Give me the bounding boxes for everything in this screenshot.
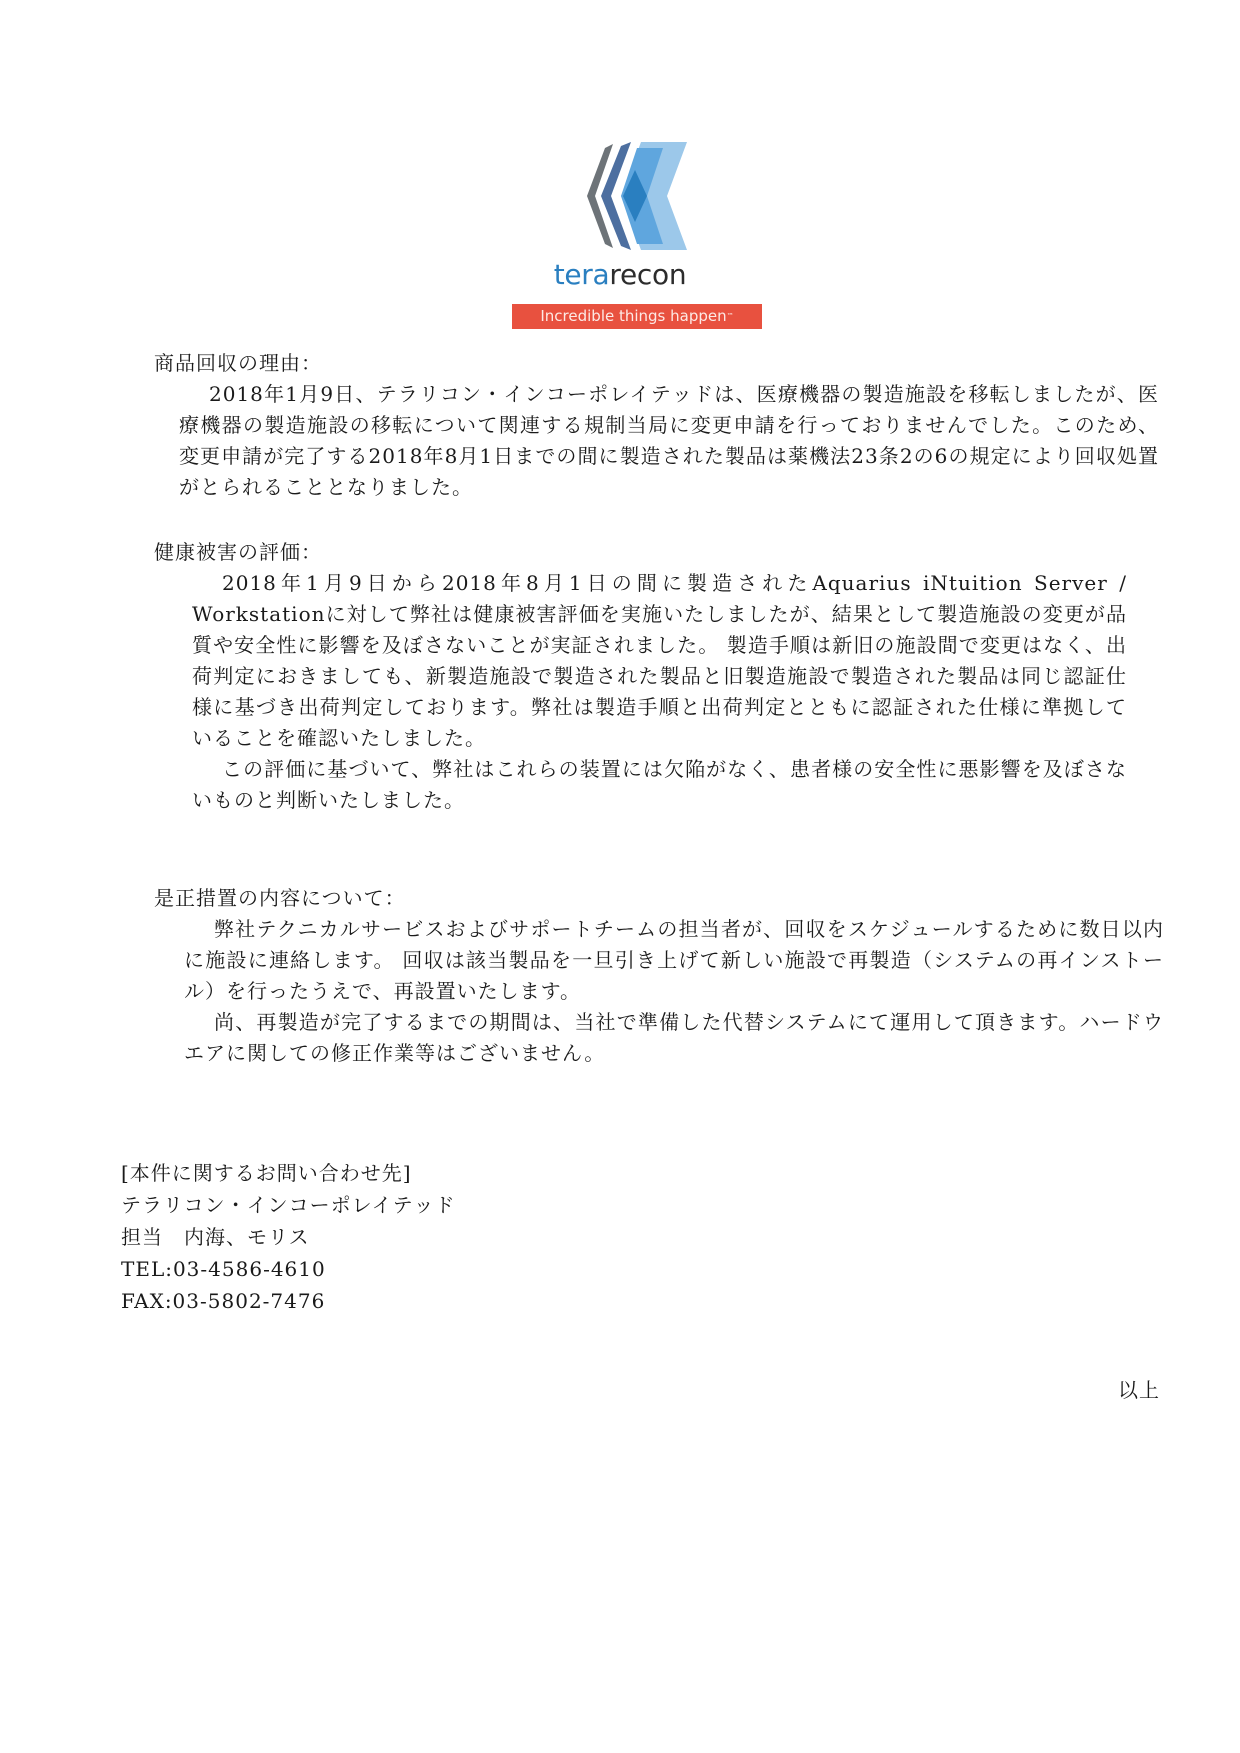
- section-paragraph: 弊社テクニカルサービスおよびサポートチームの担当者が、回収をスケジュールするために数日以内に施設に連絡します。 回収は該当製品を一旦引き上げて新しい施設で再製造（システムの再インストール）を行ったうえで、再設置いたします。: [184, 917, 1164, 1003]
- logo-word-recon: recon: [609, 258, 687, 291]
- section-health-assessment: [154, 537, 1164, 816]
- contact-tel: TEL:03-4586-4610: [121, 1257, 326, 1281]
- contact-person: 担当 内海、モリス: [121, 1225, 310, 1249]
- section-corrective-action: [154, 883, 1164, 1069]
- contact-company: テラリコン・インコーポレイテッド: [121, 1193, 456, 1217]
- terarecon-diamond-mark-icon: [585, 140, 690, 252]
- section-paragraph: 2018年1月9日から2018年8月1日の間に製造されたAquarius iNtuition Server / Workstationに対して弊社は健康被害評価を実施いたしましたが、結果として製造施設の変更が品質や安全性に影響を及ぼさないことが実証されました。 製造手順は新旧の施設間で変更はなく、出荷判定におきましても、新製造施設で製造された製品と旧製造施設で製造された製品は同じ認証仕様に基づき出荷判定しております。弊社は製造手順と出荷判定とともに認証された仕様に準拠していることを確認いたしました。: [192, 571, 1127, 750]
- section-paragraph: 2018年1月9日、テラリコン・インコーポレイテッドは、医療機器の製造施設を移転しましたが、医療機器の製造施設の移転について関連する規制当局に変更申請を行っておりませんでした。このため、変更申請が完了する2018年8月1日までの間に製造された製品は薬機法23条2の6の規定により回収処置がとられることとなりました。: [179, 382, 1159, 499]
- section-heading: 是正措置の内容について：: [154, 886, 406, 910]
- section-recall-reason: [154, 348, 1164, 503]
- logo-tagline: [512, 304, 762, 329]
- contact-title: [本件に関するお問い合わせ先]: [121, 1161, 412, 1185]
- closing-mark: 以上: [1118, 1378, 1160, 1402]
- section-paragraph: この評価に基づいて、弊社はこれらの装置には欠陥がなく、患者様の安全性に悪影響を及ぼさないものと判断いたしました。: [192, 757, 1127, 812]
- section-paragraph: 尚、再製造が完了するまでの期間は、当社で準備した代替システムにて運用して頂きます。ハードウエアに関しての修正作業等はございません。: [184, 1010, 1164, 1065]
- contact-fax: FAX:03-5802-7476: [121, 1289, 326, 1313]
- trademark-symbol: ™: [726, 312, 734, 320]
- contact-block: [121, 1157, 456, 1317]
- section-heading: 商品回収の理由：: [154, 351, 322, 375]
- tagline-text: Incredible things happen: [540, 307, 727, 325]
- logo-wordmark: [0, 258, 1240, 291]
- logo-word-tera: tera: [553, 258, 610, 291]
- section-heading: 健康被害の評価：: [154, 540, 322, 564]
